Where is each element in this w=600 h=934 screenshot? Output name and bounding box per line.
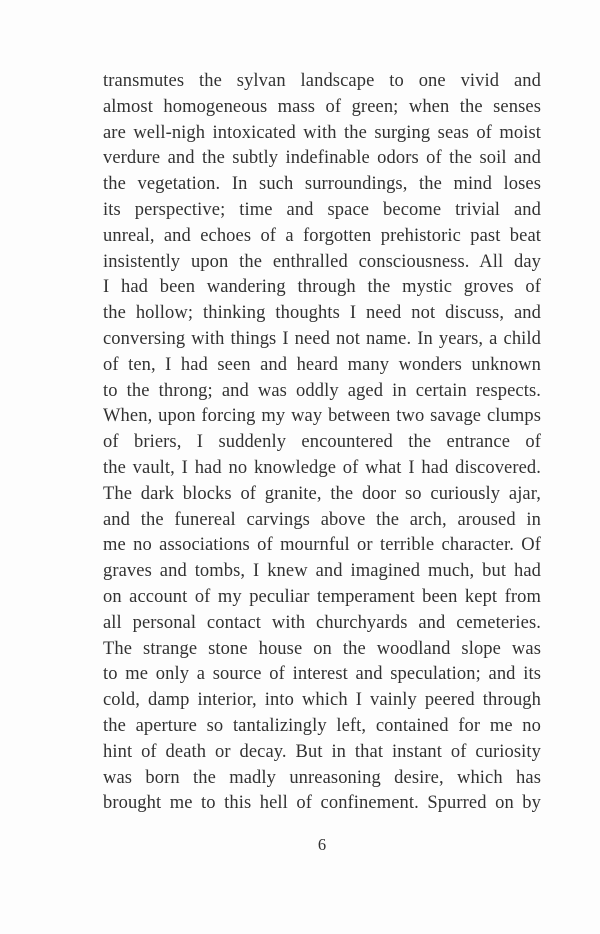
text-line: graves and tombs, I knew and imagined much, but had [103, 561, 541, 582]
page-number: 6 [317, 835, 327, 854]
text-line: its perspective; time and space become trivial and [103, 199, 541, 220]
text-line: When, upon forcing my way between two savage clumps [103, 406, 541, 427]
text-line: and the funereal carvings above the arch, aroused in [103, 509, 541, 530]
text-line: me no associations of mournful or terrible character. Of [103, 535, 541, 556]
text-line: the aperture so tantalizingly left, contained for me no [103, 715, 541, 736]
text-line: the vegetation. In such surroundings, the mind loses [103, 174, 541, 195]
text-line: to me only a source of interest and speculation; and its [103, 664, 541, 685]
body-text [103, 69, 541, 817]
text-line: conversing with things I need not name. In years, a child [103, 328, 541, 349]
text-line: brought me to this hell of confinement. Spurred on by [103, 793, 541, 814]
text-line: the vault, I had no knowledge of what I had discovered. [103, 457, 541, 478]
text-line: was born the madly unreasoning desire, which has [103, 767, 541, 788]
text-line: on account of my peculiar temperament been kept from [103, 586, 541, 607]
text-line: unreal, and echoes of a forgotten prehistoric past beat [103, 225, 541, 246]
text-line: the hollow; thinking thoughts I need not discuss, and [103, 303, 541, 324]
text-line: I had been wandering through the mystic groves of [103, 277, 541, 298]
text-line: are well-nigh intoxicated with the surging seas of moist [103, 122, 541, 143]
text-line: verdure and the subtly indefinable odors of the soil and [103, 148, 541, 169]
text-line: The dark blocks of granite, the door so curiously ajar, [103, 483, 541, 504]
text-line: transmutes the sylvan landscape to one vivid and [103, 71, 541, 91]
text-line: insistently upon the enthralled consciousness. All day [103, 251, 541, 272]
text-line: of briers, I suddenly encountered the entrance of [103, 432, 541, 453]
text-line: of ten, I had seen and heard many wonders unknown [103, 354, 541, 375]
text-line: all personal contact with churchyards and cemeteries. [103, 612, 541, 633]
text-line: hint of death or decay. But in that instant of curiosity [103, 741, 541, 762]
text-line: The strange stone house on the woodland slope was [103, 638, 541, 659]
text-line: almost homogeneous mass of green; when the senses [103, 96, 541, 117]
text-line: to the throng; and was oddly aged in certain respects. [103, 380, 541, 401]
text-line: cold, damp interior, into which I vainly peered through [103, 690, 541, 711]
